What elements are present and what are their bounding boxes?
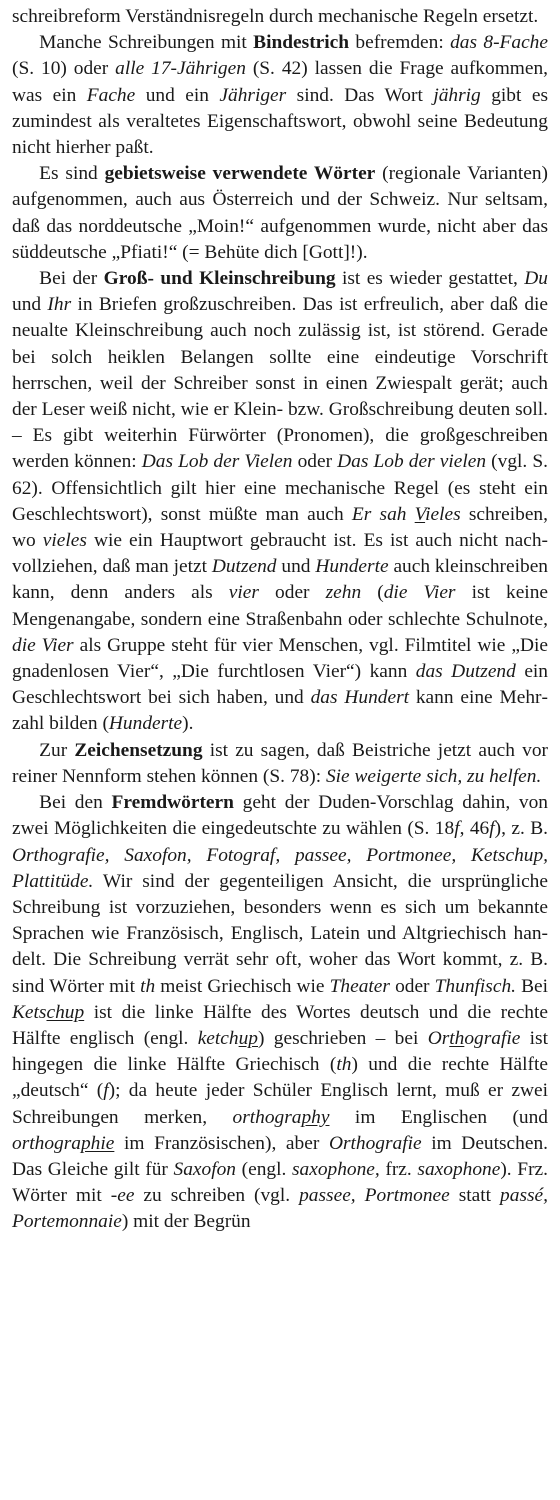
underlined-italic-text: phy: [301, 1106, 330, 1128]
italic-text: zehn: [325, 582, 362, 604]
text-run: meist Griechisch wie: [155, 975, 330, 997]
italic-text: die Vier: [383, 582, 456, 604]
italic-text: Saxofon: [173, 1158, 236, 1180]
italic-text: passé, Portemonnaie: [12, 1185, 548, 1233]
text-run: (S. 42) lassen die Frage aufkommen, was ein: [12, 58, 549, 106]
underlined-italic-text: V: [414, 503, 426, 525]
text-run: ), z. B.: [494, 818, 548, 840]
text-run: im Französischen), aber: [114, 1132, 329, 1154]
underlined-italic-text: th: [449, 1027, 465, 1049]
italic-text: orthogra: [12, 1132, 81, 1154]
text-run: oder: [258, 582, 326, 604]
italic-text: ieles: [425, 503, 461, 525]
text-run: in Briefen großzuschreiben. Das ist erfreulich, aber daß die neualte Kleinschreibung auch noch zulässig ist, ist störend. Gerade bei solch heiklen Belangen sollte eine eindeutige Vorschrift herrschen, weil der Schreiber sonst in einen Zwiespalt gerät; auch der Leser weiß nicht, wie er Klein- bzw. Großschreibung deuten soll. – Es gibt weiterhin Fürwörter (Pronomen), die großgeschreiben werden können:: [12, 294, 549, 473]
italic-text: Das Lob der vielen: [337, 451, 487, 473]
italic-text: Hunderte: [315, 556, 389, 578]
text-run: Manche Schreibungen mit: [39, 32, 254, 54]
text-run: Zur: [39, 739, 75, 761]
text-run: ) und die rechte Hälfte „deutsch“ (: [12, 1054, 548, 1102]
text-run: (S. 10) oder: [12, 58, 116, 80]
text-run: ist zu sagen, daß Beistriche jetzt auch vor reiner Nennform stehen können (S. 78):: [12, 739, 548, 787]
italic-text: f: [103, 1080, 109, 1102]
italic-text: Or: [427, 1027, 450, 1049]
text-run: Bei der: [39, 268, 104, 290]
italic-text: alle 17-Jährigen: [115, 58, 246, 80]
text-run: (: [361, 582, 384, 604]
text-run: ist es wieder gestattet,: [335, 268, 525, 290]
italic-text: th: [140, 975, 156, 997]
italic-text: Dutzend: [211, 556, 277, 578]
italic-text: das Hundert: [310, 687, 409, 709]
italic-text: Er sah: [351, 503, 415, 525]
italic-text: ketch: [197, 1027, 239, 1049]
text-run: als Gruppe steht für vier Menschen, vgl. Filmtitel wie „Die gnadenlosen Vier“, „Die furchtlosen Vier“) kann: [12, 634, 548, 683]
text-run: im Englischen (und: [329, 1106, 549, 1128]
bold-term: Bindestrich: [253, 32, 350, 54]
text-column: [12, 4, 548, 1236]
text-run: (engl.: [235, 1158, 292, 1180]
text-run: und: [276, 556, 316, 578]
text-run: (vgl. S. 62). Offensichtlich gilt hier eine mechanische Regel (es steht ein Geschlechtswort), sonst müßte man auch: [12, 451, 549, 525]
italic-text: das Dutzend: [415, 661, 516, 683]
italic-text: Kets: [12, 1001, 47, 1023]
italic-text: Das Lob der Vielen: [141, 451, 293, 473]
bold-term: gebietsweise verwendete Wörter: [104, 163, 376, 185]
italic-text: Thunfisch.: [434, 975, 516, 997]
text-run: ) mit der Begrün: [121, 1211, 251, 1233]
text-run: Es sind: [39, 163, 105, 185]
italic-text: f: [489, 818, 495, 840]
text-run: ein Geschlechtswort bei sich haben, und: [12, 661, 549, 709]
text-run: zu schreiben (vgl.: [134, 1185, 300, 1207]
text-run: im Deutschen. Das Gleiche gilt für: [12, 1132, 549, 1180]
text-run: ist hingegen die linke Hälfte Griechisch (: [12, 1027, 548, 1076]
italic-text: die Vier: [12, 634, 74, 656]
text-run: geht der Duden-Vorschlag dahin, von zwei Möglichkeiten die eingedeutschte zu wählen (S. 18: [12, 792, 548, 840]
italic-text: Ihr: [47, 294, 72, 316]
italic-text: vier: [228, 582, 259, 604]
text-run: ist die linke Hälfte des Wortes deutsch und die rechte Hälfte englisch (engl.: [12, 1001, 548, 1049]
italic-text: Jähriger: [219, 84, 287, 106]
text-run: ist keine Mengenangabe, sondern eine Straßenbahn oder schlechte Schulnote,: [12, 582, 549, 630]
italic-text: ografie: [464, 1027, 521, 1049]
italic-text: orthogra: [232, 1106, 302, 1128]
text-run: oder: [389, 975, 435, 997]
underlined-italic-text: phie: [80, 1132, 115, 1154]
text-run: Wir sind der gegenteiligen Ansicht, die ursprüngliche Schreibung ist vorzuziehen, besonders wenn es sich um bekannte Sprachen wie Französisch, Englisch, Latein und Altgriechisch handelt. Die Schreibung verrät sehr oft, woher das Wort kommt, z. B. sind Wörter mit: [12, 870, 548, 997]
text-run: , 46: [459, 818, 490, 840]
bold-term: Groß- und Kleinschreibung: [103, 268, 336, 290]
italic-text: -ee: [110, 1185, 135, 1207]
italic-text: vieles: [42, 530, 87, 552]
italic-text: saxophone: [417, 1158, 501, 1180]
italic-text: saxophone,: [291, 1158, 380, 1180]
text-run: ). Frz. Wörter mit: [12, 1158, 548, 1207]
text-run: ) geschrieben – bei: [258, 1027, 428, 1049]
italic-text: passee, Portmonee: [299, 1185, 450, 1207]
paragraph: [12, 738, 548, 790]
text-run: und ein: [135, 84, 220, 106]
bold-term: Zeichensetzung: [74, 739, 203, 761]
text-run: befremden:: [349, 32, 451, 54]
text-run: wie ein Hauptwort gebraucht ist. Es ist auch nicht nachvollziehen, daß man jetzt: [12, 530, 549, 578]
paragraph: [12, 790, 548, 1235]
italic-text: Hunderte: [108, 713, 183, 735]
text-run: oder: [292, 451, 338, 473]
italic-text: Orthografie: [328, 1132, 422, 1154]
text-run: (regionale Varianten) aufgenommen, auch aus Österreich und der Schweiz. Nur seltsam, daß das norddeutsche „Moin!“ aufgenommen wurde, nicht aber das süddeutsche „Pfiati!“ (= Behüte dich [Gott]!).: [12, 163, 548, 263]
paragraph: [12, 4, 548, 30]
underlined-italic-text: up: [238, 1027, 258, 1049]
italic-text: Theater: [329, 975, 390, 997]
text-run: Bei den: [39, 792, 112, 814]
italic-text: jährig: [433, 84, 481, 106]
italic-text: Du: [524, 268, 548, 290]
italic-text: th: [336, 1054, 352, 1076]
text-run: auch kleinschreiben kann, denn anders als: [12, 556, 548, 604]
text-run: kann eine Mehrzahl bilden (: [12, 687, 548, 735]
text-run: statt: [449, 1185, 501, 1207]
text-run: schreiben, wo: [12, 503, 548, 552]
italic-text: Sie weigerte sich, zu helfen.: [325, 765, 542, 787]
text-run: frz.: [379, 1158, 418, 1180]
text-run: ).: [182, 713, 194, 735]
text-run: sind. Das Wort: [286, 84, 434, 106]
underlined-italic-text: chup: [46, 1001, 85, 1023]
text-run: Bei: [515, 975, 549, 997]
text-run: schreibreform Verständnisregeln durch mechanische Regeln ersetzt.: [12, 6, 539, 27]
paragraph: [12, 30, 548, 161]
paragraph: [12, 161, 548, 266]
italic-text: das 8-Fache: [450, 32, 548, 54]
text-run: gibt es zumindest als veraltetes Eigenschaftswort, obwohl seine Bedeutung nicht hierher paßt.: [12, 84, 548, 159]
italic-text: Orthografie, Saxofon, Fotograf, passee, Portmonee, Ketschup, Plattitüde.: [12, 844, 548, 892]
text-run: und: [12, 294, 48, 316]
italic-text: f: [454, 818, 460, 840]
italic-text: Fache: [86, 84, 136, 106]
text-run: ); da heute jeder Schüler Englisch lernt, muß er zwei Schreibungen merken,: [12, 1080, 548, 1128]
bold-term: Fremdwörtern: [111, 792, 234, 814]
paragraph: [12, 266, 548, 738]
